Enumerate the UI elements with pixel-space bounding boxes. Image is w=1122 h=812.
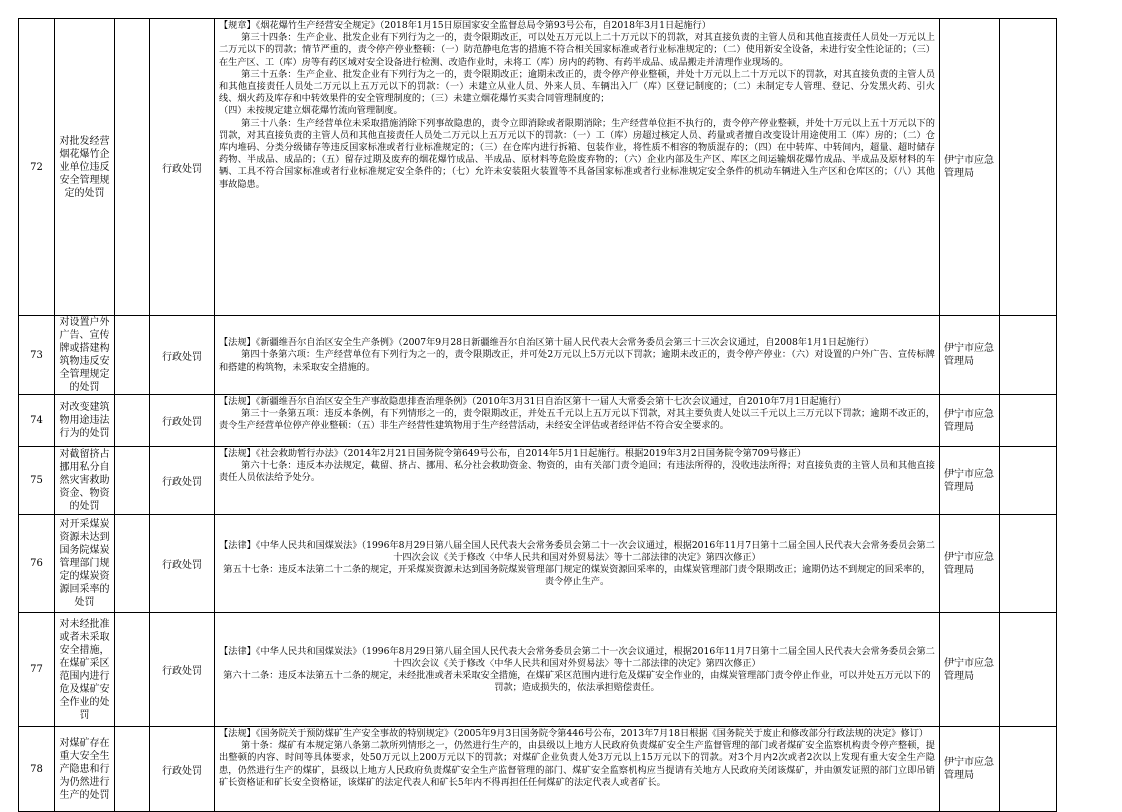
blank-cell <box>1000 19 1057 316</box>
table-row <box>19 613 1057 727</box>
table-row <box>19 515 1057 613</box>
table-row <box>19 395 1057 447</box>
item-type: 行政处罚 <box>150 19 215 316</box>
authority: 伊宁市应急管理局 <box>940 515 1000 613</box>
basis-article: 第十条：煤矿有本规定第八条第二款所列情形之一，仍然进行生产的，由县级以上地方人民政府负责煤矿安全生产监督管理的部门或者煤矿安全监察机构责令停产整顿，提出整顿的内容、时间等具体要求，处50万元以上200万元以下的罚款；对煤矿企业负责人处3万元以上15万元以下的罚款。对3个月内2次或者2次以上发现有重大安全生产隐患，仍然进行生产的煤矿，县级以上地方人民政府负责煤矿安全生产监督管理的部门、煤矿安全监察机构应当提请有关地方人民政府关闭该煤矿，并由颁发证照的部门立即吊销矿长资格证和矿长安全资格证，该煤矿的法定代表人和矿长5年内不得再担任任何煤矿的法定代表人或者矿长。 <box>219 740 935 788</box>
basis-source: 【法规】《国务院关于预防煤矿生产安全事故的特别规定》（2005年9月3日国务院令第446号公布，2013年7月18日根据《国务院关于废止和修改部分行政法规的决定》修订） <box>219 728 929 739</box>
legal-basis-cell <box>215 515 940 613</box>
item-type: 行政处罚 <box>150 395 215 447</box>
authority: 伊宁市应急管理局 <box>940 395 1000 447</box>
item-name: 对设置户外广告、宣传牌或搭建构筑物违反安全管理规定的处罚 <box>55 316 115 395</box>
row-number: 76 <box>19 515 55 613</box>
item-name: 对批发经营烟花爆竹企业单位违反安全管理规定的处罚 <box>55 19 115 316</box>
item-type: 行政处罚 <box>150 727 215 812</box>
blank-cell <box>115 447 150 515</box>
item-name: 对改变建筑物用途违法行为的处罚 <box>55 395 115 447</box>
blank-cell <box>1000 613 1057 727</box>
blank-cell <box>1000 395 1057 447</box>
item-name: 对开采煤炭资源未达到国务院煤炭管理部门规定的煤炭资源回采率的处罚 <box>55 515 115 613</box>
basis-article: 第六十二条：违反本法第五十二条的规定，未经批准或者未采取安全措施，在煤矿采区范围内进行危及煤矿安全作业的，由煤炭管理部门责令停止作业，可以并处五万元以下的罚款；造成损失的，依法承担赔偿责任。 <box>223 670 931 694</box>
legal-basis-cell <box>215 613 940 727</box>
basis-source: 【法律】《中华人民共和国煤炭法》（1996年8月29日第八届全国人民代表大会常务委员会第二十一次会议通过，根据2016年11月7日第十二届全国人民代表大会常务委员会第二十四次会议《关于修改〈中华人民共和国对外贸易法〉等十二部法律的决定》第四次修正） <box>219 645 935 669</box>
authority: 伊宁市应急管理局 <box>940 19 1000 316</box>
table-row <box>19 19 1057 316</box>
authority: 伊宁市应急管理局 <box>940 727 1000 812</box>
basis-source: 【规章】《烟花爆竹生产经营安全规定》（2018年1月15日原国家安全监督总局令第93号公布，自2018年3月1日起施行） <box>219 20 711 31</box>
basis-source: 【法律】《中华人民共和国煤炭法》（1996年8月29日第八届全国人民代表大会常务委员会第二十一次会议通过，根据2016年11月7日第十二届全国人民代表大会常务委员会第二十四次会议《关于修改〈中华人民共和国对外贸易法〉等十二部法律的决定》第四次修正） <box>219 539 935 563</box>
table-row <box>19 316 1057 395</box>
authority: 伊宁市应急管理局 <box>940 613 1000 727</box>
basis-article: 第六十七条：违反本办法规定，截留、挤占、挪用、私分社会救助资金、物资的，由有关部门责令追回；有违法所得的，没收违法所得；对直接负责的主管人员和其他直接责任人员依法给予处分。 <box>219 460 935 484</box>
penalty-table <box>18 18 1057 812</box>
basis-article: 第三十一条第五项：违反本条例，有下列情形之一的，责令限期改正，并处五千元以上五万元以下罚款，对其主要负责人处以三千元以上三万元以下罚款；逾期不改正的，责令生产经营单位停产停业整顿：（五）非生产经营性建筑物用于生产经营活动，未经安全评估或者经评估不符合安全要求的。 <box>219 408 935 432</box>
item-type: 行政处罚 <box>150 447 215 515</box>
blank-cell <box>115 19 150 316</box>
blank-cell <box>1000 447 1057 515</box>
blank-cell <box>115 395 150 447</box>
item-type: 行政处罚 <box>150 613 215 727</box>
basis-source: 【法规】《社会救助暂行办法》（2014年2月21日国务院令第649号公布，自2014年5月1日起施行。根据2019年3月2日国务院令第709号修正） <box>219 448 807 459</box>
blank-cell <box>115 613 150 727</box>
authority: 伊宁市应急管理局 <box>940 316 1000 395</box>
basis-article: 第三十八条：生产经营单位未采取措施消除下列事故隐患的，责令立即消除或者限期消除；生产经营单位拒不执行的，责令停产停业整顿，并处十万元以上五十万元以下的罚款，对其直接负责的主管人员和其他直接责任人员处二万元以上五万元以下的罚款：（一）工（库）房超过核定人员、药量或者擅自改变设计用途使用工（库）房的；（二）仓库内堆码、分类分级储存等违反国家标准或者行业标准规定的；（三）在仓库内进行拆箱、包装作业，将性质不相容的物质混存的；（四）在中转库、中转间内，超量、超时储存药物、半成品、成品的；（五）留存过期及废弃的烟花爆竹成品、半成品、原材料等危险废弃物的；（六）企业内部及生产区、库区之间运输烟花爆竹成品、半成品及原材料的车辆、工具不符合国家标准或者行业标准规定安全条件的；（七）允许未安装阻火装置等不具备国家标准或者行业标准规定安全条件的机动车辆进入生产区和仓库区的；（八）其他事故隐患。 <box>219 117 935 190</box>
blank-cell <box>1000 316 1057 395</box>
basis-article: 第三十五条：生产企业、批发企业有下列行为之一的，责令限期改正；逾期未改正的，责令停产停业整顿，并处十万元以上二十万元以下的罚款，对其直接负责的主管人员和其他直接责任人员处二万元以上五万元以下的罚款：（一）未建立从业人员、外来人员、车辆出入厂（库）区登记制度的；（二）未制定专人管理、登记、分发黑火药、引火线、烟火药及库存和中转效果件的安全管理制度的；（三）未建立烟花爆竹买卖合同管理制度的； <box>219 68 935 105</box>
legal-basis-cell <box>215 316 940 395</box>
basis-article: （四）未按规定建立烟花爆竹流向管理制度。 <box>219 105 403 117</box>
row-number: 72 <box>19 19 55 316</box>
legal-basis-cell <box>215 727 940 812</box>
legal-basis-cell <box>215 19 940 316</box>
blank-cell <box>1000 515 1057 613</box>
basis-article: 第四十条第六项：生产经营单位有下列行为之一的，责令限期改正，并可处2万元以上5万元以下罚款；逾期未改正的，责令停产停业：（六）对设置的户外广告、宣传标牌和搭建的构筑物，未采取安全措施的。 <box>219 349 935 373</box>
legal-basis-cell <box>215 395 940 447</box>
authority: 伊宁市应急管理局 <box>940 447 1000 515</box>
item-name: 对截留挤占挪用私分自然灾害救助资金、物资的处罚 <box>55 447 115 515</box>
item-name: 对未经批准或者未采取安全措施，在煤矿采区范围内进行危及煤矿安全作业的处罚 <box>55 613 115 727</box>
blank-cell <box>115 515 150 613</box>
basis-article: 第三十四条：生产企业、批发企业有下列行为之一的，责令限期改正，可以处五万元以上二十万元以下的罚款，对其直接负责的主管人员和其他直接责任人员处一万元以上二万元以下的罚款；情节严重的，责令停产停业整顿：（一）防范静电危害的措施不符合相关国家标准或者行业标准规定的；（二）使用新安全设备，未进行安全性论证的；（三）在生产区、工（库）房等有药区域对安全设备进行检测、改造作业时，未将工（库）房内的药物、有药半成品、成品搬走并清理作业现场的。 <box>219 32 935 68</box>
basis-source: 【法规】《新疆维吾尔自治区安全生产事故隐患排查治理条例》（2010年3月31日自治区第十一届人大常委会第十七次会议通过，自2010年7月1日起施行） <box>219 396 847 407</box>
basis-article: 第五十七条：违反本法第二十二条的规定，开采煤炭资源未达到国务院煤炭管理部门规定的煤炭资源回采率的，由煤炭管理部门责令限期改正；逾期仍达不到规定的回采率的，责令停止生产。 <box>223 564 931 588</box>
blank-cell <box>1000 727 1057 812</box>
item-type: 行政处罚 <box>150 515 215 613</box>
legal-basis-cell <box>215 447 940 515</box>
basis-source: 【法规】《新疆维吾尔自治区安全生产条例》（2007年9月28日新疆维吾尔自治区第十届人民代表大会常务委员会第三十三次会议通过，自2008年1月1日起施行） <box>219 337 874 349</box>
row-number: 78 <box>19 727 55 812</box>
row-number: 74 <box>19 395 55 447</box>
table-row <box>19 447 1057 515</box>
blank-cell <box>115 727 150 812</box>
row-number: 75 <box>19 447 55 515</box>
blank-cell <box>115 316 150 395</box>
item-name: 对煤矿存在重大安全生产隐患和行为仍然进行生产的处罚 <box>55 727 115 812</box>
row-number: 73 <box>19 316 55 395</box>
row-number: 77 <box>19 613 55 727</box>
table-row <box>19 727 1057 812</box>
item-type: 行政处罚 <box>150 316 215 395</box>
